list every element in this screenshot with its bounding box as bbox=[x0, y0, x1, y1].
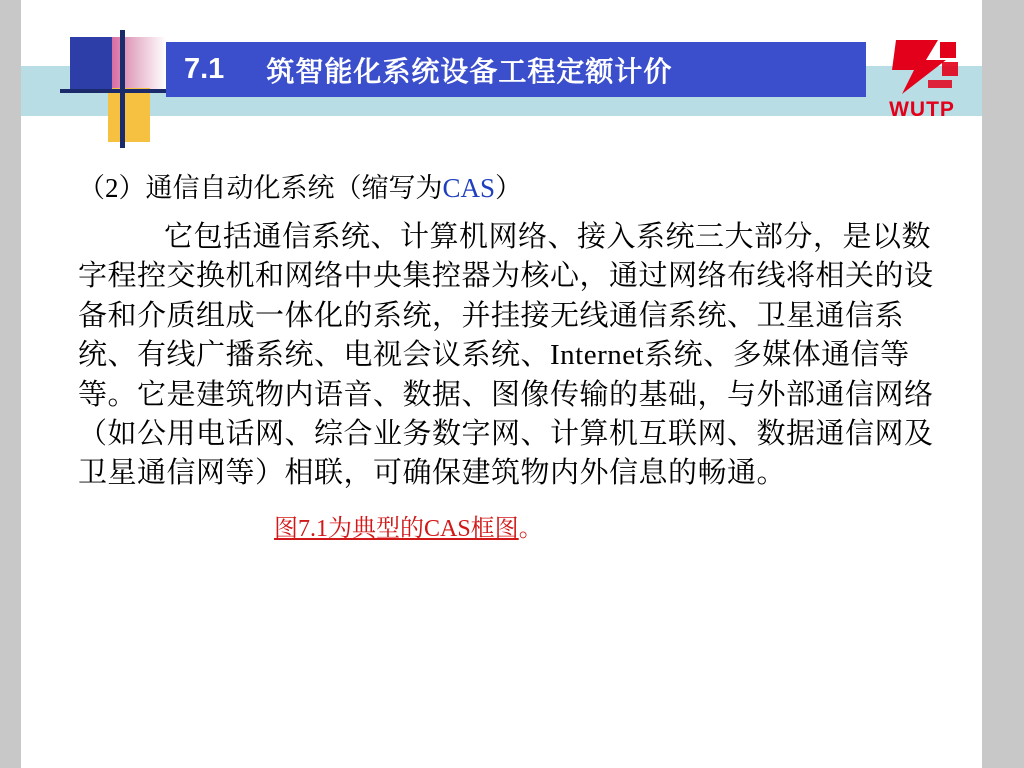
wutp-logo-icon bbox=[882, 36, 962, 98]
body-heading bbox=[78, 172, 958, 206]
figure-caption bbox=[274, 508, 958, 543]
slide-title-bar bbox=[166, 42, 866, 97]
decor-horizontal-rule bbox=[60, 89, 170, 93]
publisher-logo bbox=[876, 36, 968, 128]
publisher-logo-text: WUTP bbox=[889, 98, 955, 121]
body-heading-tail: ） bbox=[495, 173, 523, 203]
body-paragraph: 它包括通信系统、计算机网络、接入系统三大部分，是以数字程控交换机和网络中央集控器为核心，通过网络布线将相关的设备和介质组成一体化的系统，并挂接无线通信系统、卫星通信系统、有线广播系统、电视会议系统、Internet系统、多媒体通信等等。它是建筑物内语音、数据、图像传输的基础，与外部通信网络（如公用电话网、综合业务数字网、计算机互联网、数据通信网及卫星通信网等）相联，可确保建筑物内外信息的畅通。 bbox=[78, 220, 934, 490]
body-heading-main: （2）通信自动化系统（缩写为 bbox=[78, 173, 443, 203]
body-heading-accent: CAS bbox=[442, 173, 496, 203]
figure-caption-link[interactable]: 图7.1为典型的CAS框图 bbox=[274, 515, 519, 542]
figure-caption-tail: 。 bbox=[518, 515, 543, 542]
decor-gradient-square bbox=[108, 37, 166, 91]
slide-title-text: 筑智能化系统设备工程定额计价 bbox=[266, 54, 673, 88]
decor-blue-square bbox=[70, 37, 112, 91]
slide-body bbox=[78, 172, 958, 543]
slide-title-number: 7.1 bbox=[184, 53, 225, 85]
decor-vertical-rule bbox=[120, 30, 125, 148]
decor-yellow-square bbox=[108, 88, 150, 142]
